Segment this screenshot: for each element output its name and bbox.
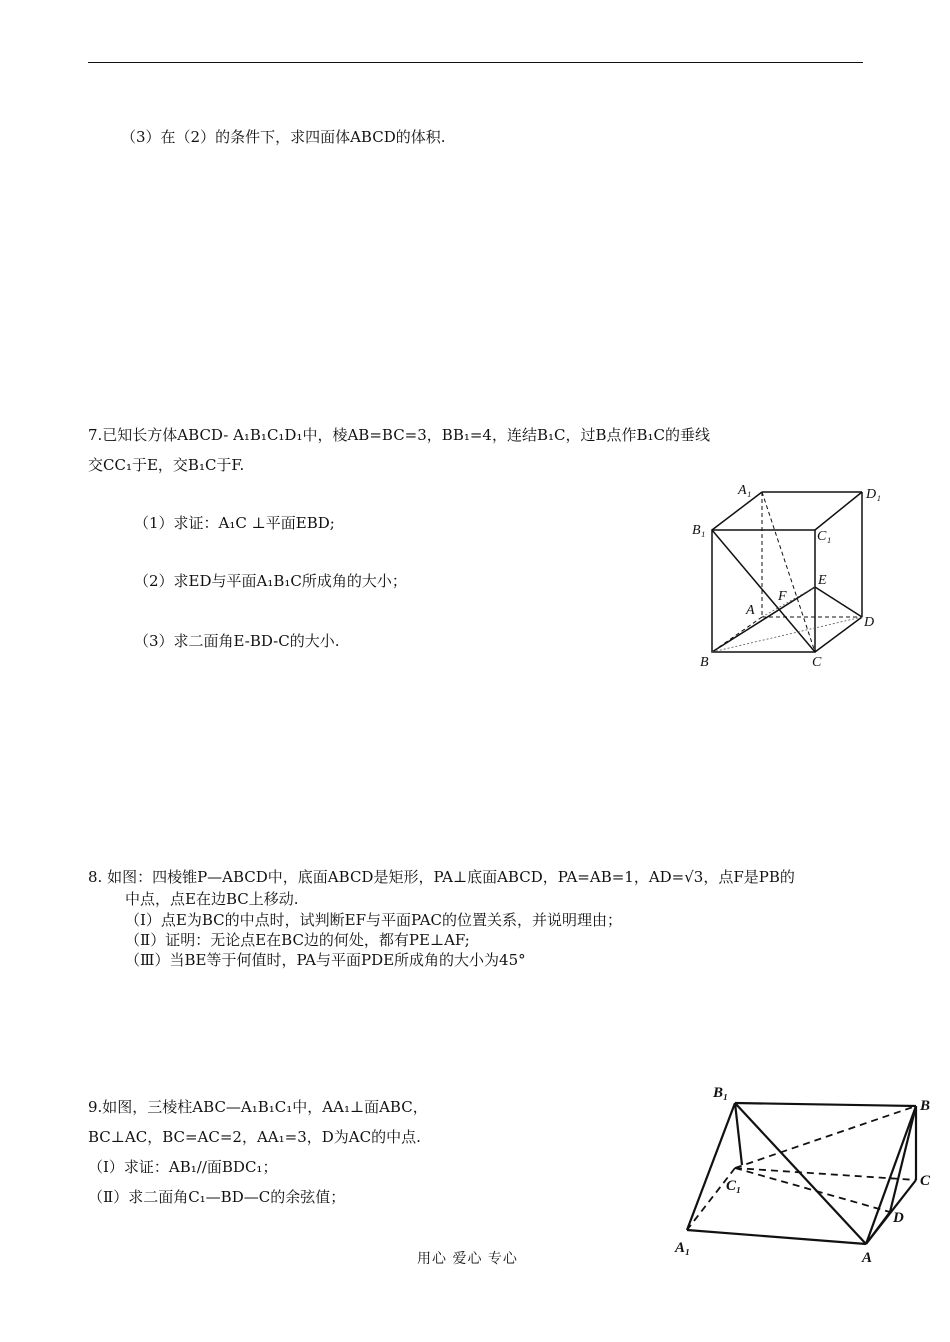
- problem-7-part-1: （1）求证：A₁C ⊥平面EBD;: [134, 514, 335, 532]
- cuboid-label-F: F: [778, 589, 787, 604]
- problem-9-stem-line-1: 9.如图，三棱柱ABC—A₁B₁C₁中，AA₁⊥面ABC，: [88, 1098, 428, 1116]
- cuboid-label-A: A: [746, 603, 755, 618]
- cuboid-label-B: B: [700, 655, 709, 670]
- problem-6-part-3: （3）在（2）的条件下，求四面体ABCD的体积.: [121, 128, 446, 146]
- problem-7-part-3: （3）求二面角E-BD-C的大小.: [134, 632, 340, 650]
- prism-figure: [670, 1075, 940, 1270]
- cuboid-label-C1: C₁: [817, 529, 832, 544]
- problem-8-part-3: （Ⅲ）当BE等于何值时，PA与平面PDE所成角的大小为45°: [125, 951, 526, 969]
- prism-label-C: C: [920, 1173, 931, 1189]
- cuboid-label-B1: B₁: [692, 523, 706, 538]
- cuboid-label-D1: D₁: [866, 487, 881, 502]
- cuboid-label-A1: A₁: [738, 483, 752, 498]
- cuboid-label-C: C: [812, 655, 822, 670]
- cuboid-label-D: D: [864, 615, 875, 630]
- problem-7-stem-line-2: 交CC₁于E，交B₁C于F.: [88, 456, 245, 474]
- problem-8-part-1: （Ⅰ）点E为BC的中点时，试判断EF与平面PAC的位置关系，并说明理由；: [125, 911, 623, 929]
- prism-label-A1: A₁: [675, 1240, 691, 1256]
- prism-label-A: A: [862, 1250, 873, 1266]
- cuboid-label-E: E: [818, 573, 827, 588]
- problem-8-stem-line-1: 8. 如图：四棱锥P—ABCD中，底面ABCD是矩形，PA⊥底面ABCD，PA=AB=1，AD=√3，点F是PB的: [88, 868, 795, 886]
- problem-7-part-2: （2）求ED与平面A₁B₁C所成角的大小；: [134, 572, 407, 590]
- cuboid-figure: [690, 478, 890, 673]
- problem-9-stem-line-2: BC⊥AC，BC=AC=2，AA₁=3，D为AC的中点.: [88, 1128, 421, 1146]
- problem-9-part-2: （Ⅱ）求二面角C₁—BD—C的余弦值；: [88, 1188, 346, 1206]
- problem-8-stem-line-2: 中点，点E在边BC上移动.: [125, 890, 299, 908]
- problem-7-stem-line-1: 7.已知长方体ABCD- A₁B₁C₁D₁中，棱AB=BC=3，BB₁=4，连结B₁C，过B点作B₁C的垂线: [88, 426, 711, 444]
- prism-label-C1: C₁: [726, 1178, 742, 1194]
- problem-8-part-2: （Ⅱ）证明：无论点E在BC边的何处，都有PE⊥AF;: [125, 931, 470, 949]
- page-footer: 用心 爱心 专心: [417, 1251, 518, 1267]
- header-rule: [88, 62, 863, 63]
- problem-9-part-1: （Ⅰ）求证：AB₁//面BDC₁；: [88, 1158, 278, 1176]
- prism-label-B: B: [920, 1098, 931, 1114]
- prism-label-B1: B₁: [713, 1085, 729, 1101]
- prism-label-D: D: [893, 1210, 904, 1226]
